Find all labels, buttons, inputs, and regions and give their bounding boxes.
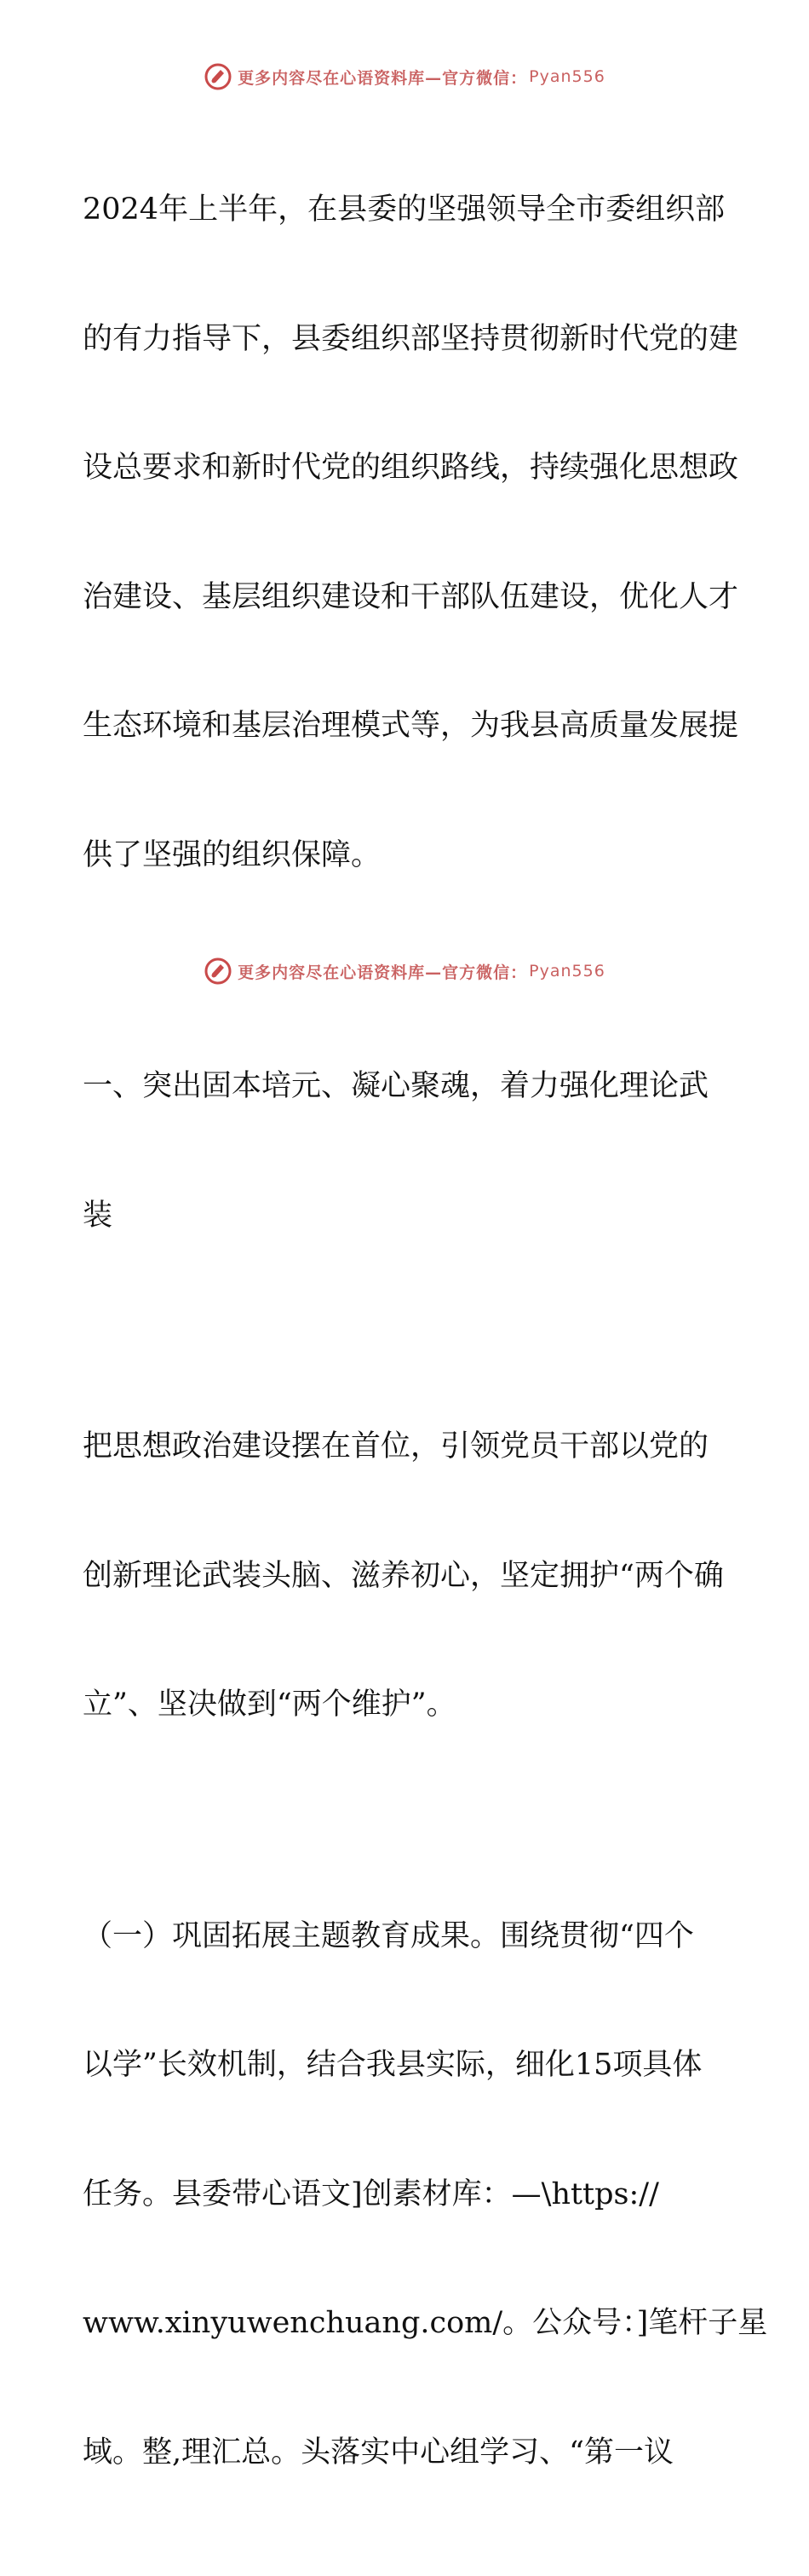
text-line: （一）巩固拓展主题教育成果。围绕贯彻“四个 — [83, 1918, 694, 1953]
footer-watermark — [0, 954, 809, 988]
text-line: 设总要求和新时代党的组织路线，持续强化思想政 — [83, 451, 739, 485]
text-line: www.xinyuwenchuang.com/。公众号：]笔杆子星 — [83, 2306, 768, 2340]
brand-logo-icon — [204, 62, 232, 91]
paragraph-intro — [83, 102, 739, 963]
text-line: 生态环境和基层治理模式等，为我县高质量发展提 — [83, 709, 739, 743]
paragraph-section-intro — [83, 1339, 730, 1813]
text-line: 装 — [83, 1198, 113, 1233]
text-line: 一、突出固本培元、凝心聚魂，着力强化理论武 — [83, 1069, 709, 1103]
watermark-wechat-id: Pyan556 — [529, 67, 605, 86]
text-line: 2024年上半年，在县委的坚强领导全市委组织部 — [83, 193, 726, 227]
text-line: 的有力指导下，县委组织部坚持贯彻新时代党的建 — [83, 321, 739, 356]
text-line: 任务。县委带心语文]创素材库：—\https:// — [83, 2176, 659, 2211]
text-line: 把思想政治建设摆在首位，引领党员干部以党的 — [83, 1429, 709, 1463]
text-line: 立”、坚决做到“两个维护”。 — [83, 1688, 456, 1722]
section-heading — [83, 979, 730, 1323]
text-line: 供了坚强的组织保障。 — [83, 837, 382, 872]
brand-logo-icon — [204, 957, 232, 986]
watermark-text: 更多内容尽在心语资料库—官方微信： — [238, 963, 528, 982]
header-watermark — [0, 60, 809, 94]
watermark-text: 更多内容尽在心语资料库—官方微信： — [238, 68, 528, 88]
text-line: 域。整,理汇总。头落实中心组学习、“第一议 — [83, 2435, 674, 2470]
text-line: 创新理论武装头脑、滋养初心，坚定拥护“两个确 — [83, 1558, 724, 1593]
text-line: 治建设、基层组织建设和干部队伍建设，优化人才 — [83, 579, 739, 614]
watermark-wechat-id: Pyan556 — [529, 962, 605, 980]
paragraph-subsection — [83, 1829, 768, 2561]
document-body — [83, 102, 768, 2576]
text-line: 以学”长效机制，结合我县实际，细化15项具体 — [83, 2048, 703, 2082]
